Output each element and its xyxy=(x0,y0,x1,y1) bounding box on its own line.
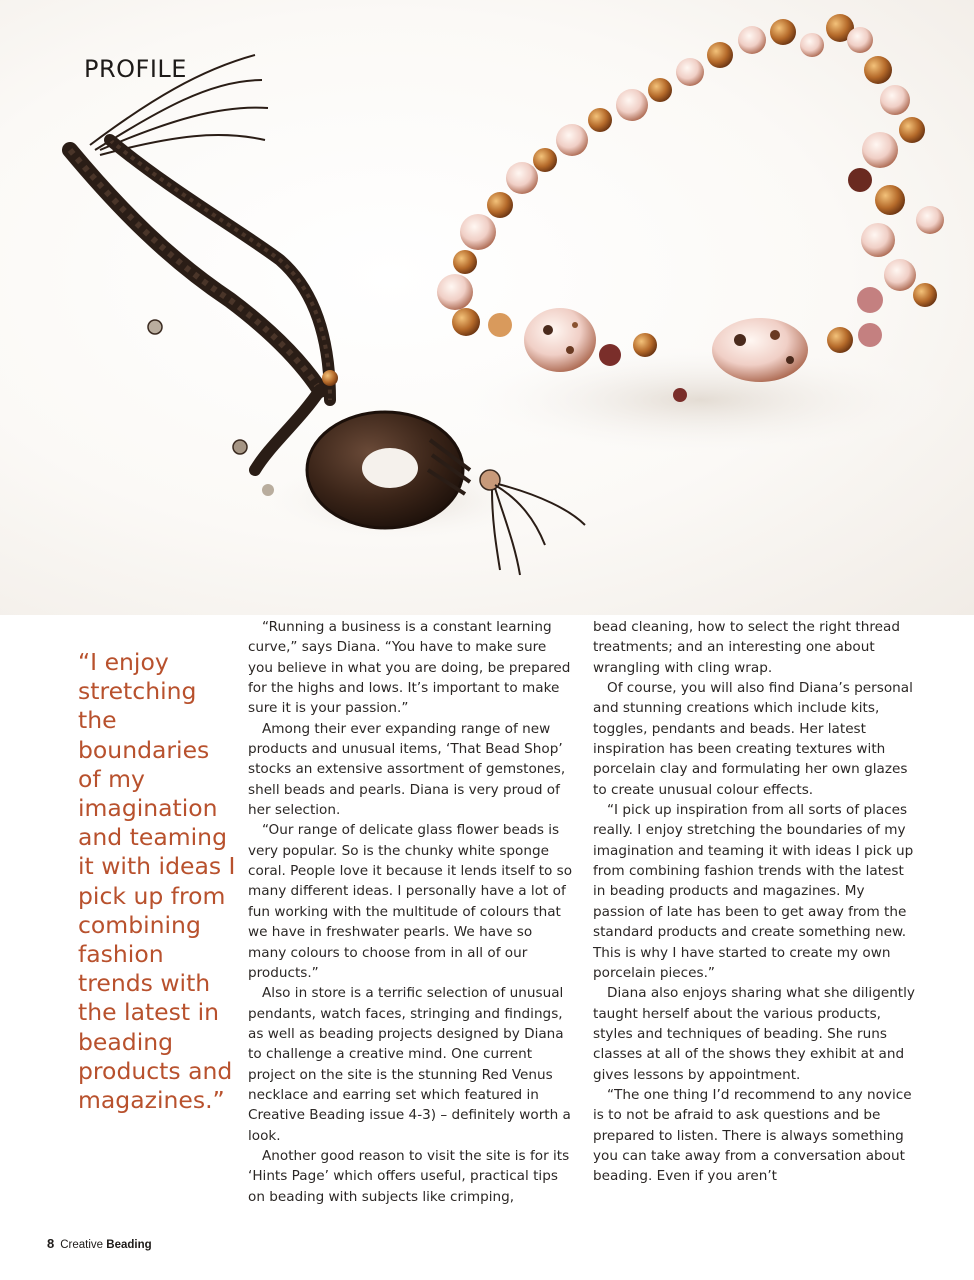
necklace-photo xyxy=(0,0,974,615)
paragraph: Diana also enjoys sharing what she diligently taught herself about the various products, styles and techniques of beading. She runs classes at all of the shows they exhibit at and gives lessons by appointment. xyxy=(593,985,915,1083)
paragraph: “Our range of delicate glass flower beads is very popular. So is the chunky white sponge coral. People love it because it lends itself to so many different ideas. I personally have a lot of fun working with the multitude of colours that we have in freshwater pearls. We have so many colours to choose from in all of our products.” xyxy=(248,822,573,981)
article-column-2 xyxy=(593,617,918,1187)
magazine-prefix: Creative xyxy=(60,1239,104,1251)
section-label: PROFILE xyxy=(84,55,187,83)
magazine-name: Beading xyxy=(106,1239,152,1251)
paragraph: Another good reason to visit the site is for its ‘Hints Page’ which offers useful, practical tips on beading with subjects like crimping, xyxy=(248,1147,570,1205)
article-column-1 xyxy=(248,617,573,1207)
paragraph: “Running a business is a constant learning curve,” says Diana. “You have to make sure you believe in what you are doing, be prepared for the highs and lows. It’s important to make sure it is your passion.” xyxy=(248,619,571,717)
page-footer xyxy=(47,1236,152,1251)
beaded-necklace-illustration xyxy=(0,0,974,615)
paragraph-continued: bead cleaning, how to select the right thread treatments; and an interesting one about wrangling with cling wrap. xyxy=(593,619,900,676)
paragraph: Of course, you will also find Diana’s personal and stunning creations which include kits, toggles, pendants and beads. Her latest inspiration has been creating textures with porcelain clay and formulating her own glazes to create unusual colour effects. xyxy=(593,680,913,798)
paragraph: “The one thing I’d recommend to any novice is to not be afraid to ask questions and be prepared to listen. There is always something you can take away from a conversation about beading. Even if you aren’t xyxy=(593,1086,912,1185)
pull-quote: “I enjoy stretching the boundaries of my imagination and teaming it with ideas I pick up from combining fashion trends with the latest in beading products and magazines.” xyxy=(78,648,236,1115)
paragraph: Among their ever expanding range of new products and unusual items, ‘That Bead Shop’ stocks an extensive assortment of gemstones, shell beads and pearls. Diana is very proud of her selection. xyxy=(248,720,566,819)
page-number: 8 xyxy=(47,1236,55,1251)
paragraph: Also in store is a terrific selection of unusual pendants, watch faces, stringing and findings, as well as beading projects designed by Diana to challenge a creative mind. One current project on the site is the stunning Red Venus necklace and earring set which featured in Creative Beading issue 4-3) – definitely worth a look. xyxy=(248,985,571,1144)
paragraph: “I pick up inspiration from all sorts of places really. I enjoy stretching the boundaries of my imagination and teaming it with ideas I pick up from combining fashion trends with the latest in beading products and magazines. My passion of late has been to get away from the standard products and create something new. This is why I have started to create my own porcelain pieces.” xyxy=(593,802,914,981)
